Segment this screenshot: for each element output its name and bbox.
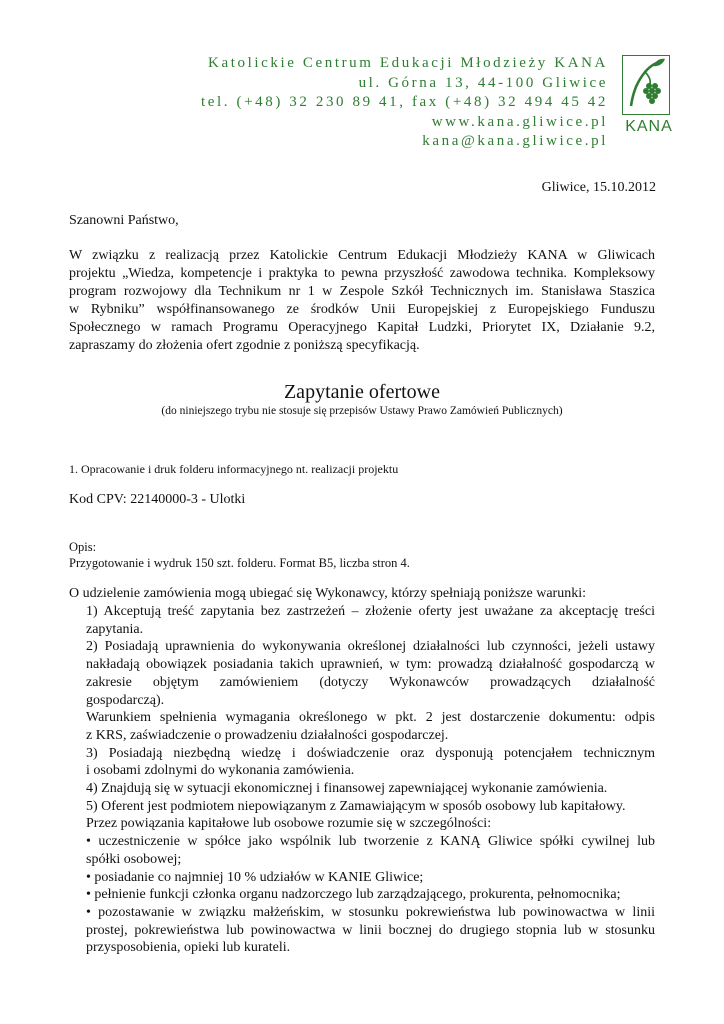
org-email[interactable]: kana@kana.gliwice.pl	[422, 133, 608, 150]
org-website[interactable]: www.kana.gliwice.pl	[431, 113, 608, 130]
description-text: Przygotowanie i wydruk 150 szt. folderu. Format B5, liczba stron 4.	[69, 556, 410, 570]
condition-line: 1) Akceptują treść zapytania bez zastrzeżeń – złożenie oferty jest uważane za akceptację treści	[86, 604, 655, 619]
logo-text: KANA	[625, 118, 673, 135]
condition-line: prostej, pokrewieństwa lub powinowactwa w linii bocznej do drugiego stopnia lub w stosunku	[86, 922, 655, 938]
condition-line: spółki osobowej;	[86, 851, 182, 867]
condition-line: 4) Znajdują się w sytuacji ekonomicznej i finansowej zapewniającej wykonanie zamówienia.	[86, 781, 608, 797]
greeting: Szanowni Państwo,	[69, 213, 179, 228]
condition-line: z KRS, zaświadczenie o prowadzeniu działalności gospodarczej.	[86, 727, 449, 743]
intro-line: W związku z realizacją przez Katolickie Centrum Edukacji Młodzieży KANA w Gliwicach	[69, 248, 655, 263]
intro-line: w Rybniku” współfinansowanego ze środków Unii Europejskiej z Europejskiego Funduszu	[69, 302, 655, 317]
letterhead	[201, 54, 608, 152]
condition-line: Przez powiązania kapitałowe lub osobowe rozumie się w szczególności:	[86, 816, 492, 832]
intro-paragraph	[69, 247, 655, 355]
condition-line: 2) Posiadają uprawnienia do wykonywania określonej działalności lub czynności, jeżeli ustawy	[86, 639, 655, 655]
letter-date: Gliwice, 15.10.2012	[541, 180, 656, 195]
org-address: ul. Górna 13, 44-100 Gliwice	[358, 74, 608, 91]
intro-line: program rozwojowy dla Technikum nr 1 w Zespole Szkół Technicznych im. Stanisława Staszica	[69, 284, 655, 299]
condition-line: przysposobienia, opieki lub kurateli.	[86, 940, 291, 956]
conditions-list	[86, 603, 655, 957]
intro-line: zapraszamy do złożenia ofert zgodnie z poniższą specyfikacją.	[69, 338, 420, 353]
org-name: Katolickie Centrum Edukacji Młodzieży KANA	[208, 55, 608, 71]
org-phone: tel. (+48) 32 230 89 41, fax (+48) 32 494 45 42	[201, 94, 608, 111]
condition-line: • uczestniczenie w spółce jako wspólnik lub tworzenie z KANĄ Gliwice spółki cywilnej lub	[86, 834, 655, 850]
intro-line: projektu „Wiedza, kompetencje i praktyka to pewna przyszłość zawodowa technika. Kompleksowy	[69, 266, 655, 281]
condition-line: • pozostawanie w związku małżeńskim, w stosunku pokrewieństwa lub powinowactwa w linii	[86, 904, 655, 920]
condition-line: zakresie objętym zamówieniem (dotyczy Wykonawców prowadzących działalność	[86, 674, 655, 690]
intro-line: Społecznego w ramach Programu Operacyjnego Kapitał Ludzki, Priorytet IX, Działanie 9.2,	[69, 320, 655, 335]
condition-line: Warunkiem spełnienia wymagania określonego w pkt. 2 jest dostarczenie dokumentu: odpis	[86, 710, 655, 726]
condition-line: nakładają obowiązek posiadania takich uprawnień, w tym: prowadzą działalność gospodarczą w	[86, 657, 655, 673]
kana-logo	[618, 55, 680, 136]
condition-line: 5) Oferent jest podmiotem niepowiązanym z Zamawiającym w sposób osobowy lub kapitałowy.	[86, 798, 626, 814]
document-subtitle: (do niniejszego trybu nie stosuje się przepisów Ustawy Prawo Zamówień Publicznych)	[161, 405, 563, 417]
condition-line: 3) Posiadają niezbędną wiedzę i doświadczenie oraz dysponują potencjałem technicznym	[86, 745, 655, 761]
description-label: Opis:	[69, 540, 97, 554]
order-item: 1. Opracowanie i druk folderu informacyjnego nt. realizacji projektu	[69, 462, 399, 476]
document-title: Zapytanie ofertowe	[283, 381, 441, 403]
grape-vine-icon	[622, 55, 670, 115]
condition-line: zapytania.	[86, 621, 144, 637]
condition-line: gospodarczą).	[86, 692, 165, 708]
condition-line: i osobami zdolnymi do wykonania zamówienia.	[86, 763, 355, 779]
conditions-intro: O udzielenie zamówienia mogą ubiegać się Wykonawcy, którzy spełniają poniższe warunki:	[69, 586, 586, 601]
condition-line: • pełnienie funkcji członka organu nadzorczego lub zarządzającego, prokurenta, pełnomocnika;	[86, 887, 621, 903]
cpv-code: Kod CPV: 22140000-3 - Ulotki	[69, 492, 246, 507]
condition-line: • posiadanie co najmniej 10 % udziałów w KANIE Gliwice;	[86, 869, 424, 885]
